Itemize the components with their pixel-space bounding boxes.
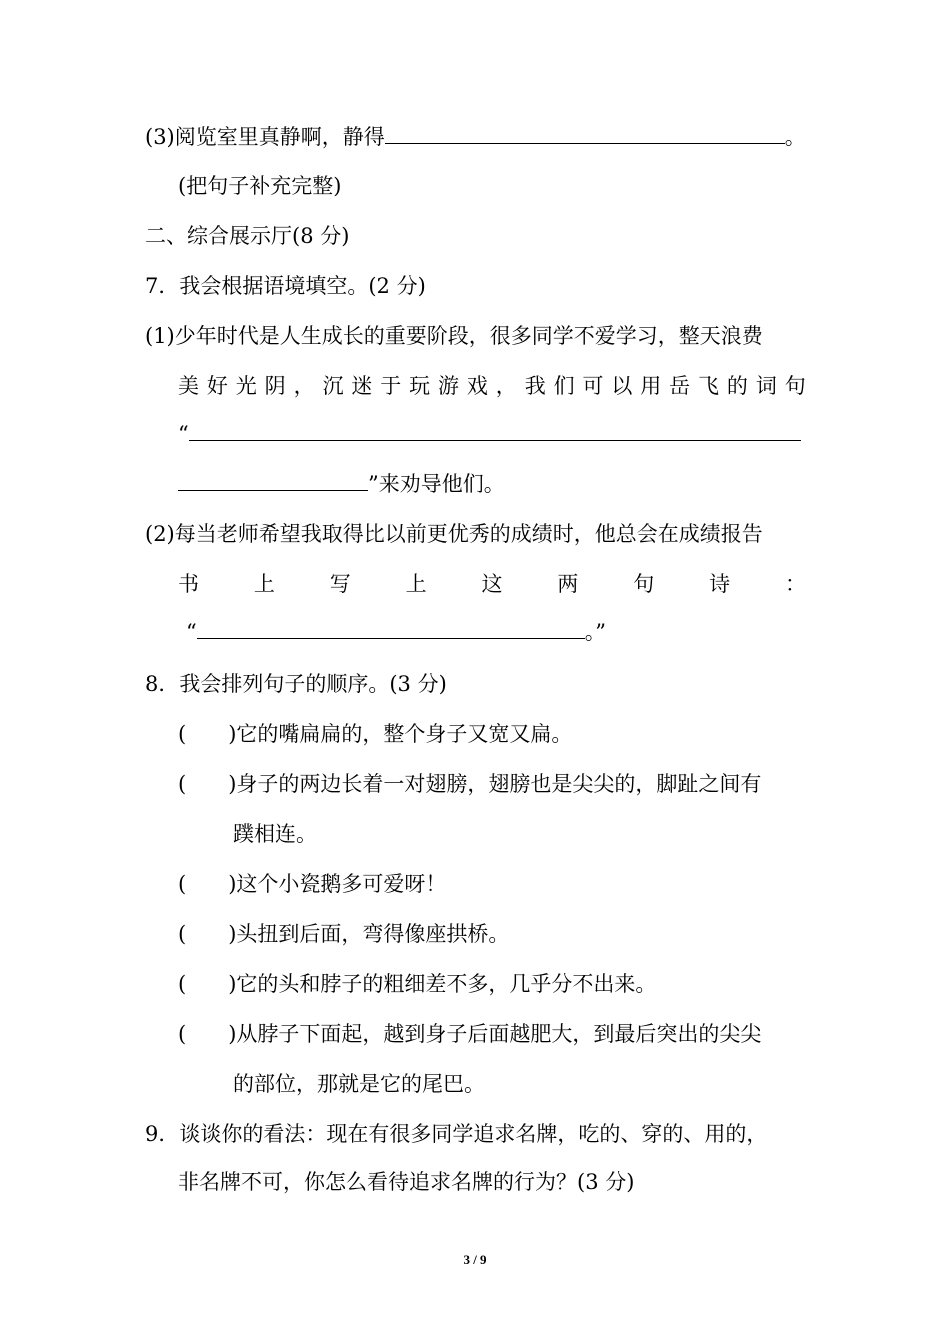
- q8-item-text: 从脖子下面起，越到身子后面越肥大，到最后突出的尖尖: [236, 1022, 762, 1046]
- q8-item-text: 它的嘴扁扁的，整个身子又宽又扁。: [236, 722, 573, 746]
- q7-2-end: 。”: [584, 620, 606, 644]
- q7-2-line2: [178, 574, 806, 595]
- q8-item-paren[interactable]: ( ): [178, 872, 237, 896]
- q7-1-line2-char: 词: [755, 374, 777, 398]
- q7-2-line2-char: 书: [178, 572, 199, 596]
- q7-1-end: ”来劝导他们。: [368, 472, 505, 496]
- q9-line1: 9．谈谈你的看法：现在有很多同学追求名牌，吃的、穿的、用的，: [145, 1122, 768, 1146]
- q7-1-line2-char: 以: [611, 374, 633, 398]
- q7-1-line2-char: ，: [495, 374, 517, 398]
- q7-2-line2-char: 诗: [709, 572, 731, 596]
- q7-1-line2-char: 们: [553, 374, 575, 398]
- page-number: 3 / 9: [463, 1252, 487, 1267]
- section-2-heading: 二、综合展示厅(8 分): [145, 224, 350, 248]
- q7-2-line2-char: 两: [557, 572, 579, 596]
- q8-item-continuation: 蹼相连。: [233, 822, 317, 846]
- q7-1-line2-char: 沉: [322, 374, 344, 398]
- q6-3-prefix: (3)阅览室里真静啊，静得: [145, 125, 385, 149]
- q7-2-line2-char: ：: [785, 572, 806, 596]
- q7-1-line2: [178, 376, 806, 397]
- q7-2-open-quote: “: [186, 620, 197, 644]
- q6-3-suffix: 。: [784, 125, 806, 149]
- q7-2-answer-blank[interactable]: [197, 638, 585, 639]
- q8-item-paren[interactable]: ( ): [178, 922, 237, 946]
- q7-1-line2-char: 戏: [466, 374, 488, 398]
- q8-item: [178, 774, 761, 795]
- q7-1-line2-char: 我: [524, 374, 546, 398]
- q7-1-line2-char: 于: [380, 374, 402, 398]
- q8-item: [178, 1024, 761, 1045]
- q7-1-line2-char: 美: [178, 374, 199, 398]
- q8-item: [178, 974, 656, 995]
- q6-3-line: [145, 127, 806, 148]
- q7-2-blank-line: [186, 622, 606, 643]
- q6-3-hint: (把句子补充完整): [178, 174, 342, 198]
- q7-1-line2-char: 可: [582, 374, 604, 398]
- q7-title: 7．我会根据语境填空。(2 分): [145, 274, 426, 298]
- q8-item-paren[interactable]: ( ): [178, 772, 237, 796]
- q7-1-line2-char: 用: [640, 374, 662, 398]
- q7-1-line2-char: 飞: [698, 374, 720, 398]
- q7-2-line1: (2)每当老师希望我取得比以前更优秀的成绩时，他总会在成绩报告: [145, 522, 763, 546]
- q7-1-line2-char: 好: [206, 374, 228, 398]
- q7-1-line2-char: 光: [235, 374, 257, 398]
- q7-2-line2-char: 上: [405, 572, 427, 596]
- q7-2-line2-char: 句: [633, 572, 655, 596]
- q7-1-end-line: [178, 474, 505, 495]
- q9-line2: 非名牌不可，你怎么看待追求名牌的行为？(3 分): [178, 1170, 635, 1194]
- q8-item-text: 头扭到后面，弯得像座拱桥。: [236, 922, 510, 946]
- q8-item-text: 这个小瓷鹅多可爱呀！: [236, 872, 447, 896]
- q7-2-line2-char: 上: [253, 572, 275, 596]
- q7-1-blank-line: [178, 424, 801, 445]
- q6-3-answer-blank[interactable]: [385, 143, 785, 144]
- q7-1-open-quote: “: [178, 422, 189, 446]
- q7-1-line2-char: 玩: [409, 374, 431, 398]
- q8-item-paren[interactable]: ( ): [178, 972, 237, 996]
- q7-1-line1: (1)少年时代是人生成长的重要阶段，很多同学不爱学习，整天浪费: [145, 324, 763, 348]
- q7-1-line2-char: 岳: [669, 374, 691, 398]
- q7-1-line2-char: 游: [438, 374, 460, 398]
- q7-1-line2-char: 句: [784, 374, 806, 398]
- q7-1-line2-char: 迷: [351, 374, 373, 398]
- q7-1-line2-char: ，: [293, 374, 315, 398]
- q7-2-line2-char: 这: [481, 572, 503, 596]
- q8-item: [178, 924, 509, 945]
- q8-item-paren[interactable]: ( ): [178, 1022, 237, 1046]
- q8-item: [178, 874, 446, 895]
- q7-2-line2-char: 写: [329, 572, 351, 596]
- q8-item-text: 身子的两边长着一对翅膀，翅膀也是尖尖的，脚趾之间有: [236, 772, 762, 796]
- q8-item-text: 它的头和脖子的粗细差不多，几乎分不出来。: [236, 972, 657, 996]
- q7-1-answer-blank-1[interactable]: [189, 440, 801, 441]
- q8-item-paren[interactable]: ( ): [178, 722, 237, 746]
- q8-item-continuation: 的部位，那就是它的尾巴。: [233, 1072, 485, 1096]
- q7-1-line2-char: 的: [726, 374, 748, 398]
- q7-1-answer-blank-2[interactable]: [178, 490, 368, 491]
- q8-item: [178, 724, 572, 745]
- q8-title: 8．我会排列句子的顺序。(3 分): [145, 672, 447, 696]
- q7-1-line2-char: 阴: [264, 374, 286, 398]
